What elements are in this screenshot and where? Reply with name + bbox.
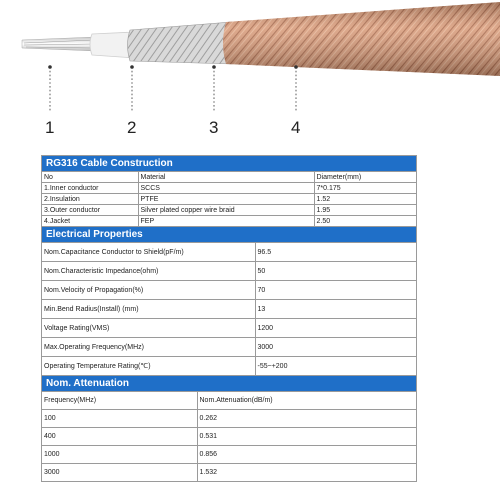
table-cell: Min.Bend Radius(Install) (mm) xyxy=(42,300,255,319)
table-row xyxy=(42,281,416,300)
table-cell: SCCS xyxy=(138,183,314,194)
construction-title: RG316 Cable Construction xyxy=(42,156,416,172)
cable-illustration xyxy=(0,0,500,140)
table-cell: 1.95 xyxy=(314,205,416,216)
callout-4: 4 xyxy=(291,118,301,137)
table-cell: 1200 xyxy=(255,319,416,338)
table-cell: Silver plated copper wire braid xyxy=(138,205,314,216)
table-cell: 100 xyxy=(42,410,197,428)
table-cell: 3.Outer conductor xyxy=(42,205,138,216)
table-cell: FEP xyxy=(138,216,314,227)
table-cell: 0.531 xyxy=(197,428,416,446)
callout-2: 2 xyxy=(127,118,137,137)
table-cell: 0.856 xyxy=(197,446,416,464)
table-row xyxy=(42,357,416,376)
table-row xyxy=(42,183,416,194)
table-cell: Nom.Characteristic Impedance(ohm) xyxy=(42,262,255,281)
table-cell: 2.Insulation xyxy=(42,194,138,205)
table-cell: -55~+200 xyxy=(255,357,416,376)
header-cell: Nom.Attenuation(dB/m) xyxy=(197,392,416,410)
electrical-table xyxy=(42,243,416,376)
table-row xyxy=(42,194,416,205)
table-header-row xyxy=(42,392,416,410)
table-row xyxy=(42,205,416,216)
table-cell: Voltage Rating(VMS) xyxy=(42,319,255,338)
table-cell: 1.52 xyxy=(314,194,416,205)
table-cell: 96.5 xyxy=(255,243,416,262)
table-row xyxy=(42,428,416,446)
header-cell: Frequency(MHz) xyxy=(42,392,197,410)
table-cell: 4.Jacket xyxy=(42,216,138,227)
table-row xyxy=(42,262,416,281)
electrical-title: Electrical Properties xyxy=(42,227,416,243)
attenuation-title: Nom. Attenuation xyxy=(42,376,416,392)
table-cell: Max.Operating Frequency(MHz) xyxy=(42,338,255,357)
table-cell: Nom.Velocity of Propagation(%) xyxy=(42,281,255,300)
table-row xyxy=(42,216,416,227)
outer-braid xyxy=(128,22,233,64)
callout-leaders xyxy=(50,67,296,112)
attenuation-table xyxy=(42,392,416,482)
callout-1: 1 xyxy=(45,118,55,137)
table-cell: Nom.Capacitance Conductor to Shield(pF/m) xyxy=(42,243,255,262)
table-cell: 1000 xyxy=(42,446,197,464)
table-cell: 2.50 xyxy=(314,216,416,227)
inner-conductor xyxy=(22,37,96,51)
table-cell: 50 xyxy=(255,262,416,281)
table-cell: Operating Temperature Rating(℃) xyxy=(42,357,255,376)
table-cell: 1.Inner conductor xyxy=(42,183,138,194)
table-cell: PTFE xyxy=(138,194,314,205)
table-header-row xyxy=(42,172,416,183)
table-row xyxy=(42,243,416,262)
table-cell: 0.262 xyxy=(197,410,416,428)
table-cell: 7*0.175 xyxy=(314,183,416,194)
table-cell: 400 xyxy=(42,428,197,446)
table-row xyxy=(42,319,416,338)
table-cell: 70 xyxy=(255,281,416,300)
table-row xyxy=(42,410,416,428)
table-cell: 13 xyxy=(255,300,416,319)
header-cell: Material xyxy=(138,172,314,183)
callout-3: 3 xyxy=(209,118,219,137)
table-cell: 3000 xyxy=(255,338,416,357)
jacket xyxy=(223,2,500,76)
spec-sheet xyxy=(41,155,417,482)
header-cell: No xyxy=(42,172,138,183)
table-row xyxy=(42,464,416,482)
table-row xyxy=(42,300,416,319)
table-cell: 3000 xyxy=(42,464,197,482)
table-row xyxy=(42,338,416,357)
header-cell: Diameter(mm) xyxy=(314,172,416,183)
construction-table xyxy=(42,172,416,227)
table-row xyxy=(42,446,416,464)
table-cell: 1.532 xyxy=(197,464,416,482)
